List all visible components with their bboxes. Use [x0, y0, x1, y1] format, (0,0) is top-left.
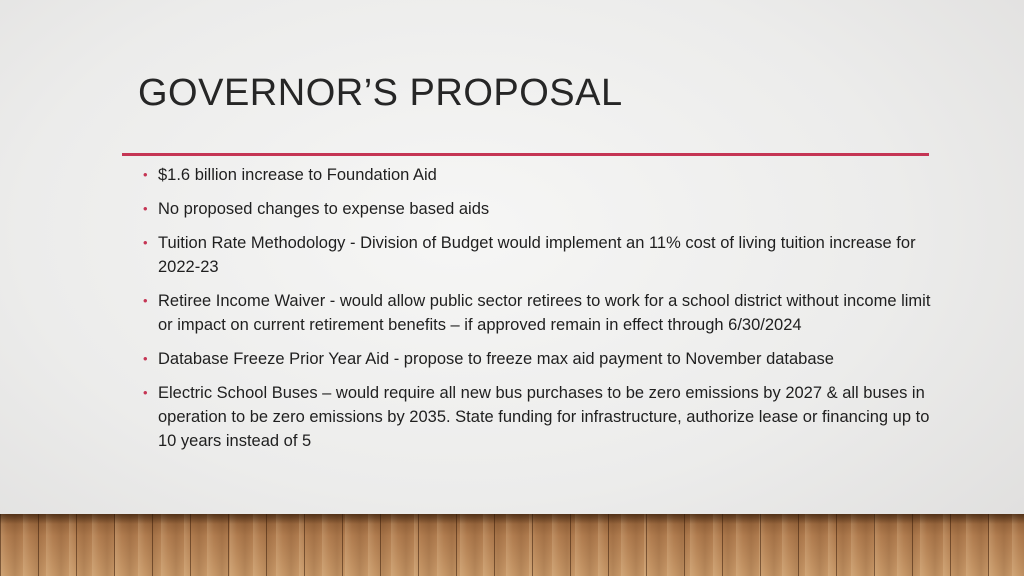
bullet-text: Electric School Buses – would require all new bus purchases to be zero emissions by 2027 & all buses in operation to be zero emissions by 2035. State funding for infrastructure, authorize lease or financing up to 10 years instead of 5 [158, 384, 930, 450]
bullet-icon: • [143, 385, 148, 400]
bullet-icon: • [143, 293, 148, 308]
bullet-icon: • [143, 235, 148, 250]
slide-title: GOVERNOR’S PROPOSAL [138, 72, 623, 114]
bullet-item [142, 163, 932, 187]
bullet-icon: • [143, 351, 148, 366]
bullet-text: Tuition Rate Methodology - Division of Budget would implement an 11% cost of living tuition increase for 2022-23 [158, 234, 916, 276]
bullet-text: Database Freeze Prior Year Aid - propose to freeze max aid payment to November database [158, 350, 834, 368]
bullet-item [142, 347, 932, 371]
bullet-item [142, 289, 932, 337]
bullet-icon: • [143, 167, 148, 182]
bullet-item [142, 231, 932, 279]
floor-shadow [0, 514, 1024, 524]
bullet-icon: • [143, 201, 148, 216]
bullet-list [142, 163, 932, 463]
bullet-item [142, 197, 932, 221]
bullet-text: Retiree Income Waiver - would allow public sector retirees to work for a school district without income limit or impact on current retirement benefits – if approved remain in effect through 6/30/2024 [158, 292, 931, 334]
bullet-text: No proposed changes to expense based aids [158, 200, 490, 218]
bullet-text: $1.6 billion increase to Foundation Aid [158, 166, 437, 184]
bullet-item [142, 381, 932, 453]
title-divider [122, 153, 929, 156]
